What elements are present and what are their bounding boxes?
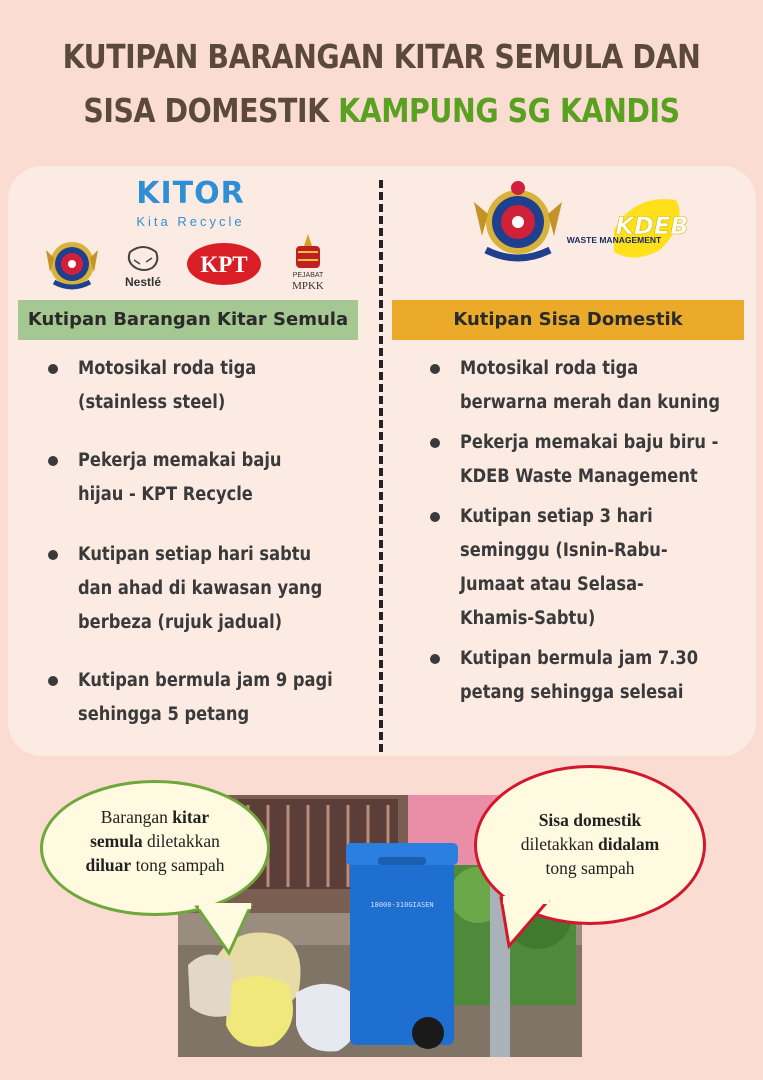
mpkk-label-top: PEJABAT <box>292 272 324 279</box>
list-item: Pekerja memakai baju biru - KDEB Waste Management <box>430 426 750 494</box>
kdeb-logo <box>564 192 692 268</box>
list-item: Kutipan bermula jam 7.30 petang sehingga selesai <box>430 642 750 710</box>
bullet-icon <box>430 654 440 664</box>
bullet-icon <box>48 550 58 560</box>
mpkk-logo <box>284 232 332 294</box>
bin-serial-label: 18000-310GIASEN <box>370 901 434 909</box>
list-item: Pekerja memakai baju hijau - KPT Recycle <box>48 444 368 512</box>
bullet-icon <box>48 364 58 374</box>
title-line-2 <box>53 84 709 138</box>
kpt-logo <box>186 242 262 286</box>
domestic-bullet-list <box>430 352 750 710</box>
kitor-tagline: Kita Recycle <box>136 214 245 229</box>
dashed-divider <box>379 180 383 752</box>
recycling-heading: Kutipan Barangan Kitar Semula <box>18 300 358 340</box>
title-line-1: KUTIPAN BARANGAN KITAR SEMULA DAN <box>62 37 701 76</box>
bullet-icon <box>430 438 440 448</box>
waste-management-label: WASTE MANAGEMENT <box>566 235 662 245</box>
title-line-2-plain: SISA DOMESTIK <box>83 91 339 130</box>
recycling-bullet-list <box>48 352 368 732</box>
mpkk-label-bottom: MPKK <box>292 280 324 292</box>
bullet-icon <box>430 364 440 374</box>
bubble-right-text: Sisa domestik diletakkan didalam tong sampah <box>520 810 660 878</box>
bullet-icon <box>48 456 58 466</box>
kitor-logo <box>128 176 253 232</box>
kdeb-label: KDEB <box>615 212 689 240</box>
speech-bubble-recycling <box>40 780 270 916</box>
nestle-label: Nestlé <box>124 275 162 289</box>
bubble-tail-right <box>491 896 561 952</box>
list-item: Kutipan setiap hari sabtu dan ahad di kawasan yang berbeza (rujuk jadual) <box>48 538 368 640</box>
bubble-left-text: Barangan kitar semula diletakkan diluar tong sampah <box>85 807 225 875</box>
page-title <box>53 30 709 138</box>
nestle-logo <box>116 242 171 290</box>
blue-bin-icon <box>350 855 454 1045</box>
bubble-tail-left <box>193 903 263 959</box>
bullet-icon <box>430 512 440 522</box>
domestic-heading: Kutipan Sisa Domestik <box>392 300 744 340</box>
list-item: Kutipan bermula jam 9 pagi sehingga 5 petang <box>48 664 368 732</box>
bullet-icon <box>48 676 58 686</box>
list-item: Motosikal roda tiga (stainless steel) <box>48 352 368 420</box>
list-item: Motosikal roda tiga berwarna merah dan kuning <box>430 352 750 420</box>
speech-bubble-domestic <box>474 765 706 925</box>
kitor-brand-name: KITOR <box>136 176 245 211</box>
mbsa-crest-large-icon <box>470 180 566 266</box>
kpt-label: KPT <box>200 252 248 277</box>
list-item: Kutipan setiap 3 hari seminggu (Isnin-Rabu- Jumaat atau Selasa- Khamis-Sabtu) <box>430 500 750 636</box>
mbsa-crest-icon <box>42 236 102 292</box>
title-highlight: KAMPUNG SG KANDIS <box>338 91 680 130</box>
